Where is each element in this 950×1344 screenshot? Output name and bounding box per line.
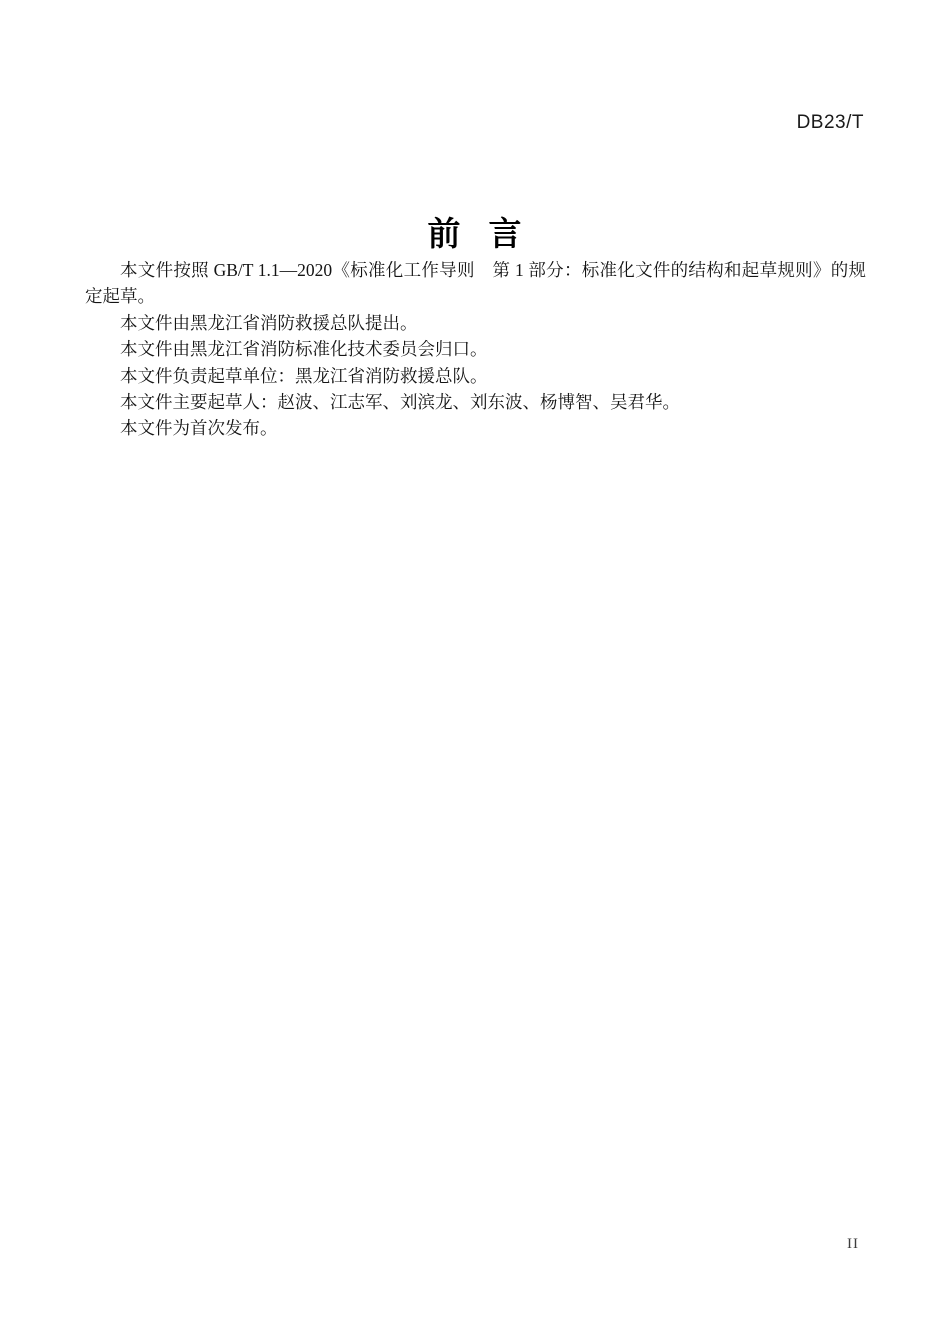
- paragraph-first-issue: 本文件为首次发布。: [120, 418, 278, 439]
- document-code: DB23/T: [796, 112, 864, 133]
- foreword-body: [85, 257, 866, 442]
- foreword-title: 前 言: [427, 215, 524, 252]
- paragraph-proposed-by: 本文件由黑龙江省消防救援总队提出。: [120, 312, 418, 333]
- paragraph-drafting-rules: 本文件按照 GB/T 1.1—2020《标准化工作导则 第 1 部分：标准化文件的结构和起草规则》的规定起草。: [85, 260, 866, 307]
- paragraph-main-drafters: 本文件主要起草人：赵波、江志军、刘滨龙、刘东波、杨博智、吴君华。: [120, 392, 680, 413]
- paragraph-drafting-organization: 本文件负责起草单位：黑龙江省消防救援总队。: [120, 365, 488, 386]
- page-number: II: [847, 1236, 859, 1252]
- paragraph-centralized-by: 本文件由黑龙江省消防标准化技术委员会归口。: [120, 339, 488, 360]
